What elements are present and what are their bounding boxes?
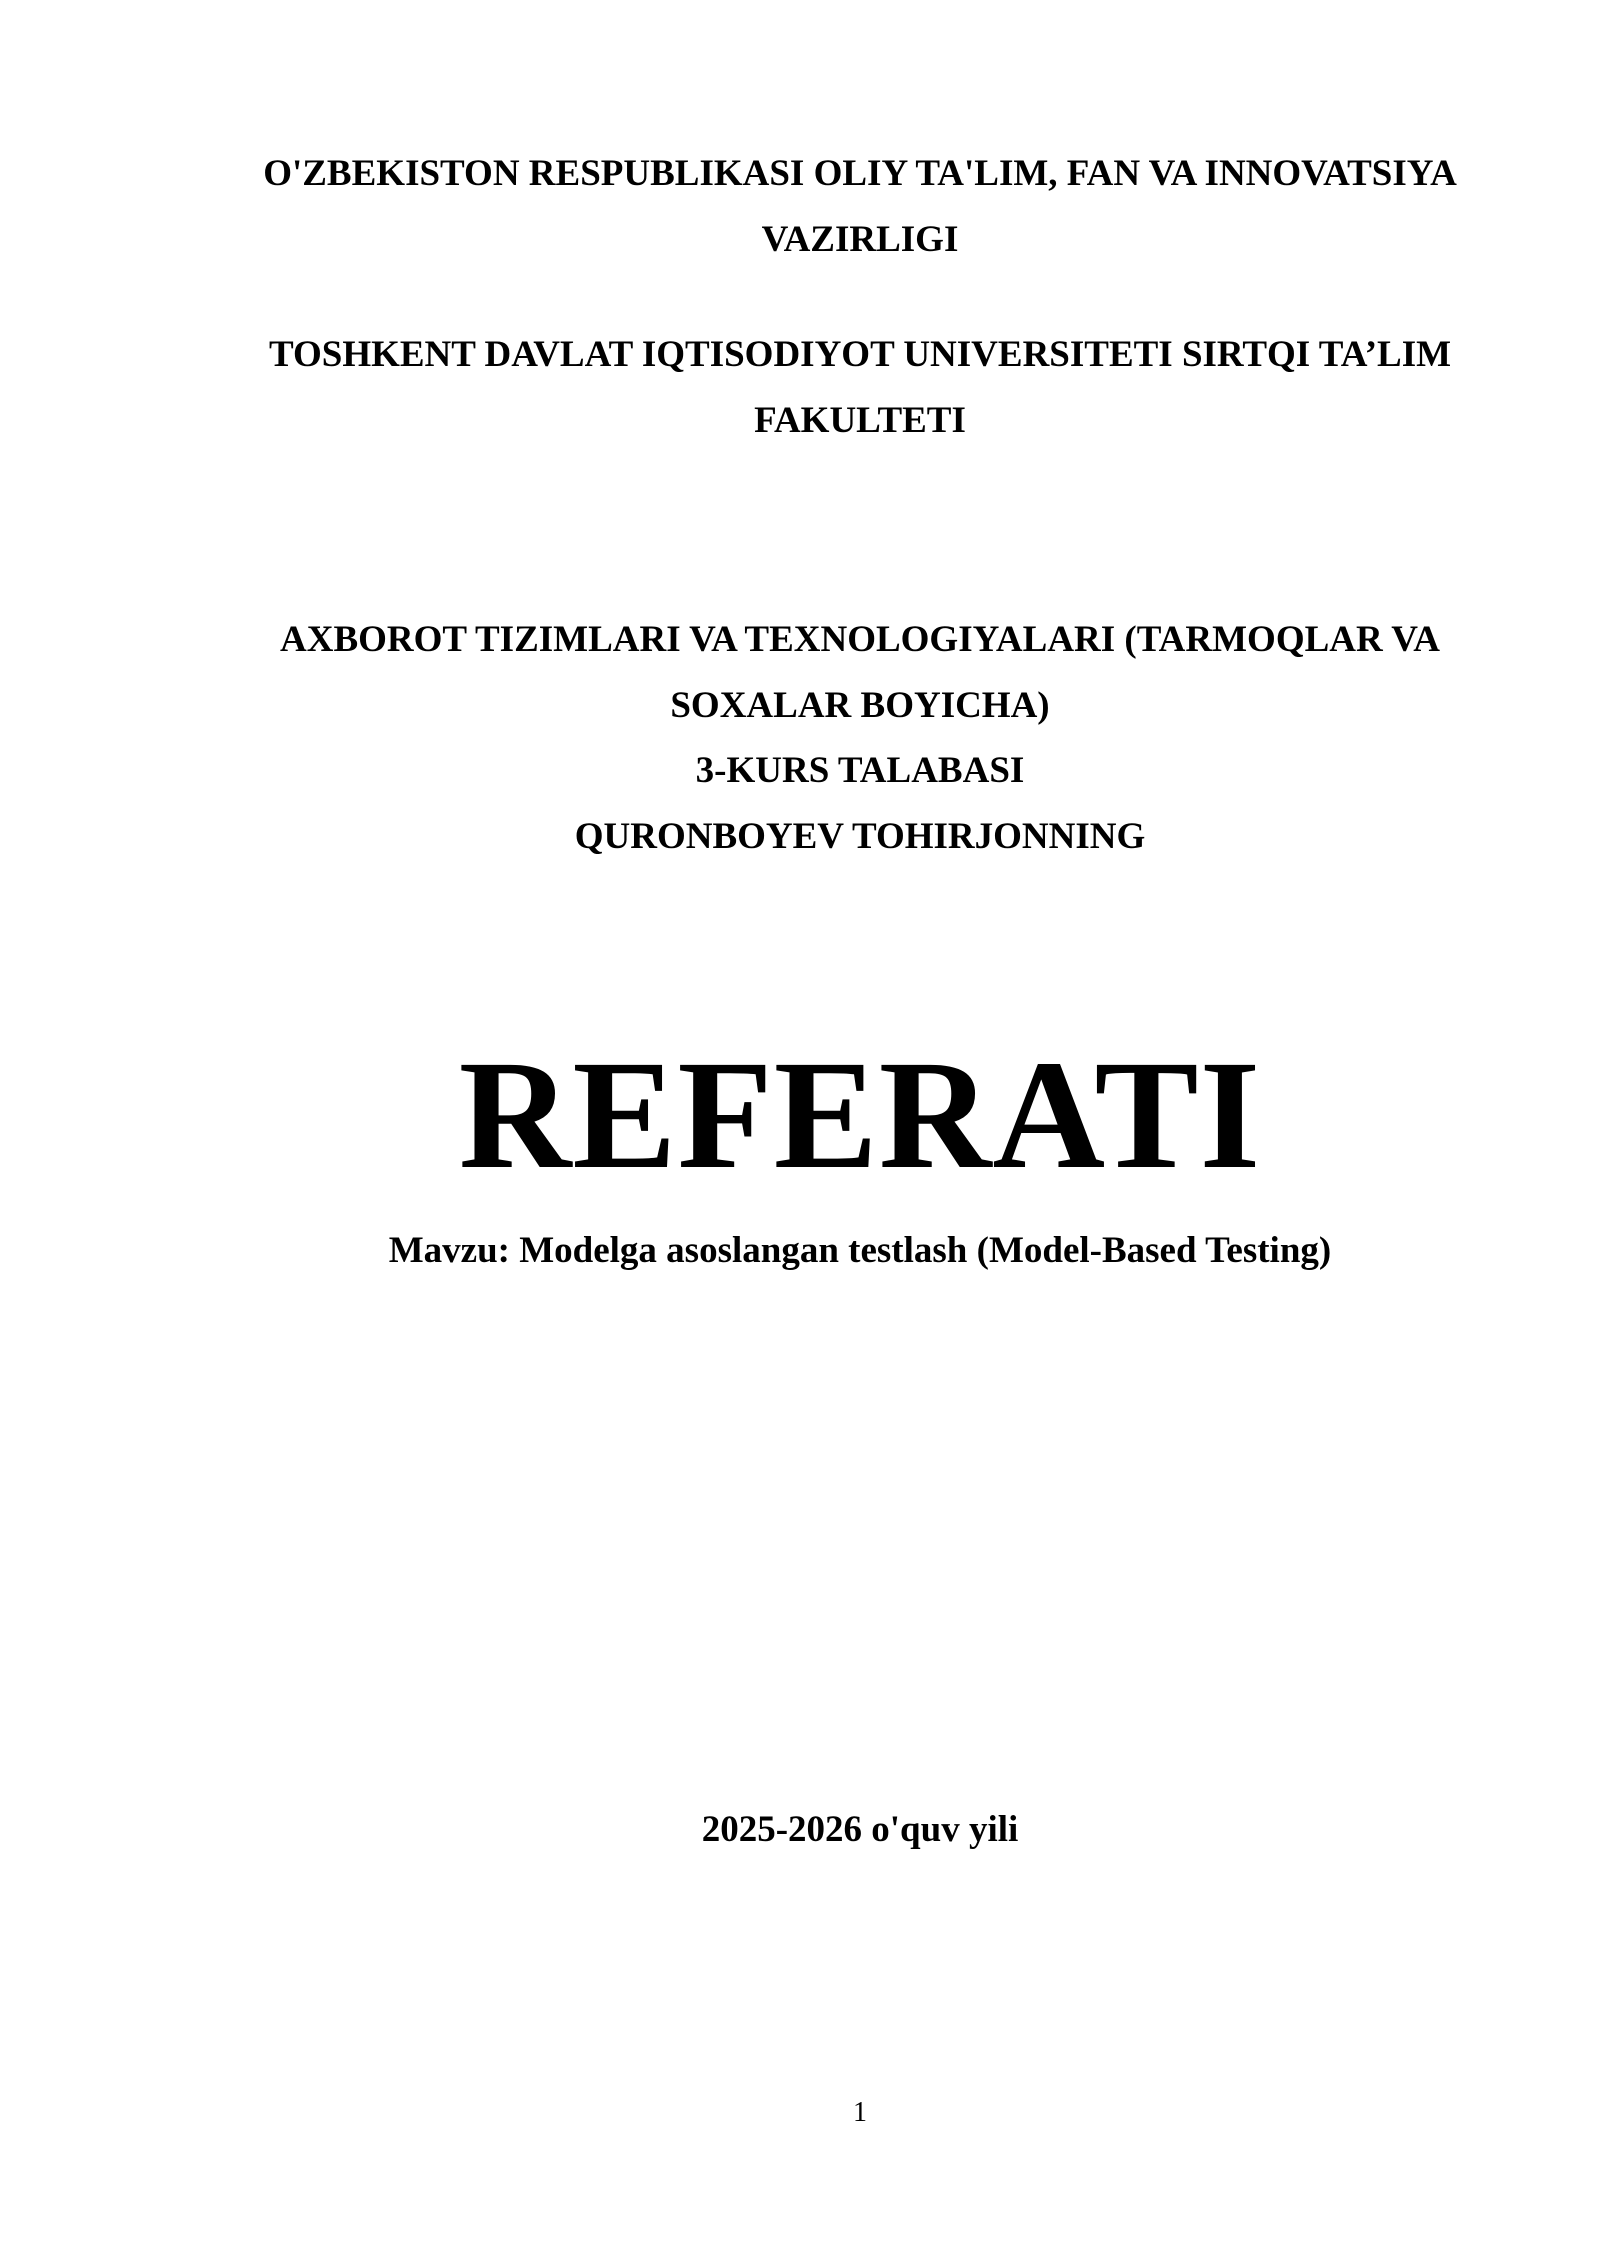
topic-line: Mavzu: Modelga asoslangan testlash (Model-Based Testing) (388, 1230, 1332, 1271)
program-name-line-2: SOXALAR BOYICHA) (670, 685, 1050, 726)
ministry-title-line-1: O'ZBEKISTON RESPUBLIKASI OLIY TA'LIM, FAN VA INNOVATSIYA (263, 153, 1457, 194)
university-title-line-2: FAKULTETI (754, 400, 966, 441)
ministry-title-line-2: VAZIRLIGI (761, 219, 959, 260)
university-title-line-1: TOSHKENT DAVLAT IQTISODIYOT UNIVERSITETI SIRTQI TA’LIM (268, 334, 1452, 375)
program-name-line-1: AXBOROT TIZIMLARI VA TEXNOLOGIYALARI (TARMOQLAR VA (280, 619, 1440, 660)
academic-year: 2025-2026 o'quv yili (701, 1809, 1019, 1850)
document-title: REFERATI (458, 1028, 1262, 1201)
student-name: QURONBOYEV TOHIRJONNING (574, 816, 1146, 857)
page-number: 1 (853, 2097, 867, 2128)
course-label: 3-KURS TALABASI (695, 750, 1025, 791)
